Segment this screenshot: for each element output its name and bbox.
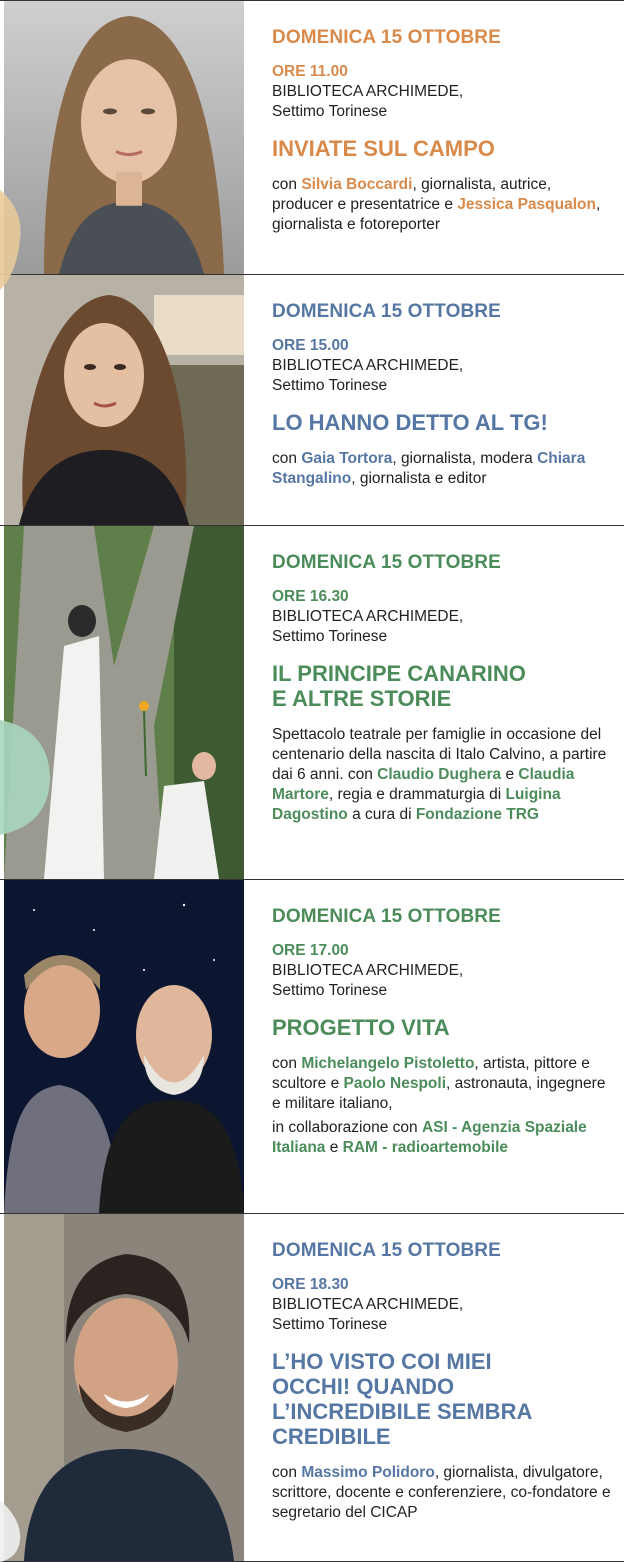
speaker-name: Gaia Tortora — [301, 450, 393, 467]
event-description — [272, 449, 612, 489]
event-city: Settimo Torinese — [272, 982, 388, 999]
title-line: IL PRINCIPE CANARINO — [272, 661, 526, 686]
speaker-name: Michelangelo Pistoletto — [301, 1055, 475, 1072]
speaker-name: Claudia Martore — [272, 766, 575, 803]
event-venue: BIBLIOTECA ARCHIMEDE, — [272, 1296, 464, 1313]
event-city: Settimo Torinese — [272, 1316, 388, 1333]
event-info — [272, 27, 612, 235]
speaker-name: Claudio Dughera — [377, 766, 502, 783]
event-time: ORE 15.00 — [272, 337, 349, 354]
desc-text: a cura di — [347, 806, 416, 823]
title-line: E ALTRE STORIE — [272, 686, 452, 711]
speaker-photo-silvia-boccardi — [4, 1, 244, 274]
event-venue: BIBLIOTECA ARCHIMEDE, — [272, 962, 464, 979]
speaker-name: Silvia Boccardi — [301, 176, 413, 193]
organizer-name: Fondazione TRG — [415, 806, 539, 823]
event-date: DOMENICA 15 OTTOBRE — [272, 552, 501, 573]
speaker-name: Jessica Pasqualon — [457, 196, 596, 213]
desc-text: e — [325, 1139, 343, 1156]
event-time: ORE 17.00 — [272, 942, 349, 959]
event-card-lo-hanno-detto-al-tg — [0, 275, 624, 526]
event-venue: BIBLIOTECA ARCHIMEDE, — [272, 608, 464, 625]
event-date: DOMENICA 15 OTTOBRE — [272, 301, 501, 322]
event-venue: BIBLIOTECA ARCHIMEDE, — [272, 357, 464, 374]
event-description — [272, 1463, 612, 1523]
speaker-photo-gaia-tortora — [4, 275, 244, 525]
event-title: PROGETTO VITA — [272, 1015, 450, 1040]
event-title — [272, 661, 612, 711]
speaker-name: Paolo Nespoli — [343, 1075, 447, 1092]
event-city: Settimo Torinese — [272, 103, 388, 120]
event-date: DOMENICA 15 OTTOBRE — [272, 27, 501, 48]
event-time: ORE 18.30 — [272, 1276, 349, 1293]
desc-text: , giornalista e fotoreporter — [272, 196, 601, 233]
desc-text: , giornalista, modera — [392, 450, 538, 467]
desc-text: , giornalista e editor — [351, 470, 487, 487]
event-description — [272, 1054, 612, 1158]
event-card-il-principe-canarino — [0, 526, 624, 880]
speaker-name: Chiara Stangalino — [272, 450, 586, 487]
event-venue: BIBLIOTECA ARCHIMEDE, — [272, 83, 464, 100]
event-city: Settimo Torinese — [272, 628, 388, 645]
desc-text: in collaborazione con — [272, 1119, 422, 1136]
event-city: Settimo Torinese — [272, 377, 388, 394]
title-line: L’INCREDIBILE SEMBRA — [272, 1399, 533, 1424]
partner-name: RAM - radioartemobile — [342, 1139, 509, 1156]
partner-name: ASI - Agenzia Spaziale Italiana — [272, 1119, 587, 1156]
event-time: ORE 11.00 — [272, 63, 348, 80]
desc-text: Spettacolo teatrale per famiglie in occasione del centenario della nascita di Italo Calvino, a partire dai 6 anni. con — [272, 726, 607, 783]
event-description — [272, 175, 612, 235]
event-title — [272, 1349, 612, 1449]
speaker-name: Massimo Polidoro — [301, 1464, 435, 1481]
event-title: LO HANNO DETTO AL TG! — [272, 410, 548, 435]
event-info — [272, 906, 612, 1158]
title-line: L’HO VISTO COI MIEI — [272, 1349, 492, 1374]
desc-text: con — [272, 450, 302, 467]
event-date: DOMENICA 15 OTTOBRE — [272, 1240, 501, 1261]
desc-text: con — [272, 1055, 302, 1072]
event-time: ORE 16.30 — [272, 588, 349, 605]
event-card-lho-visto-coi-miei-occhi — [0, 1214, 624, 1562]
event-info — [272, 1240, 612, 1523]
desc-text: , giornalista, divulgatore, scrittore, docente e conferenziere, co-fondatore e segretario del CICAP — [272, 1464, 611, 1521]
speaker-photo-massimo-polidoro — [4, 1214, 244, 1561]
desc-text: con — [272, 176, 302, 193]
desc-text: , artista, pittore e scultore e — [272, 1055, 590, 1092]
director-name: Luigina Dagostino — [272, 786, 561, 823]
event-title: INVIATE SUL CAMPO — [272, 136, 495, 161]
performers-photo-tree — [4, 526, 244, 879]
desc-text: e — [501, 766, 519, 783]
title-line: CREDIBILE — [272, 1424, 391, 1449]
desc-text: , astronauta, ingegnere e militare italiano, — [272, 1075, 606, 1112]
event-info — [272, 552, 612, 825]
title-line: OCCHI! QUANDO — [272, 1374, 455, 1399]
event-card-inviate-sul-campo — [0, 0, 624, 275]
event-description — [272, 725, 612, 825]
event-date: DOMENICA 15 OTTOBRE — [272, 906, 501, 927]
desc-text: , regia e drammaturgia di — [328, 786, 506, 803]
desc-text: , giornalista, autrice, producer e presentatrice e — [272, 176, 552, 213]
desc-text: con — [272, 1464, 302, 1481]
event-info — [272, 301, 612, 489]
event-card-progetto-vita — [0, 880, 624, 1214]
speakers-photo-pistoletto-nespoli — [4, 880, 244, 1213]
